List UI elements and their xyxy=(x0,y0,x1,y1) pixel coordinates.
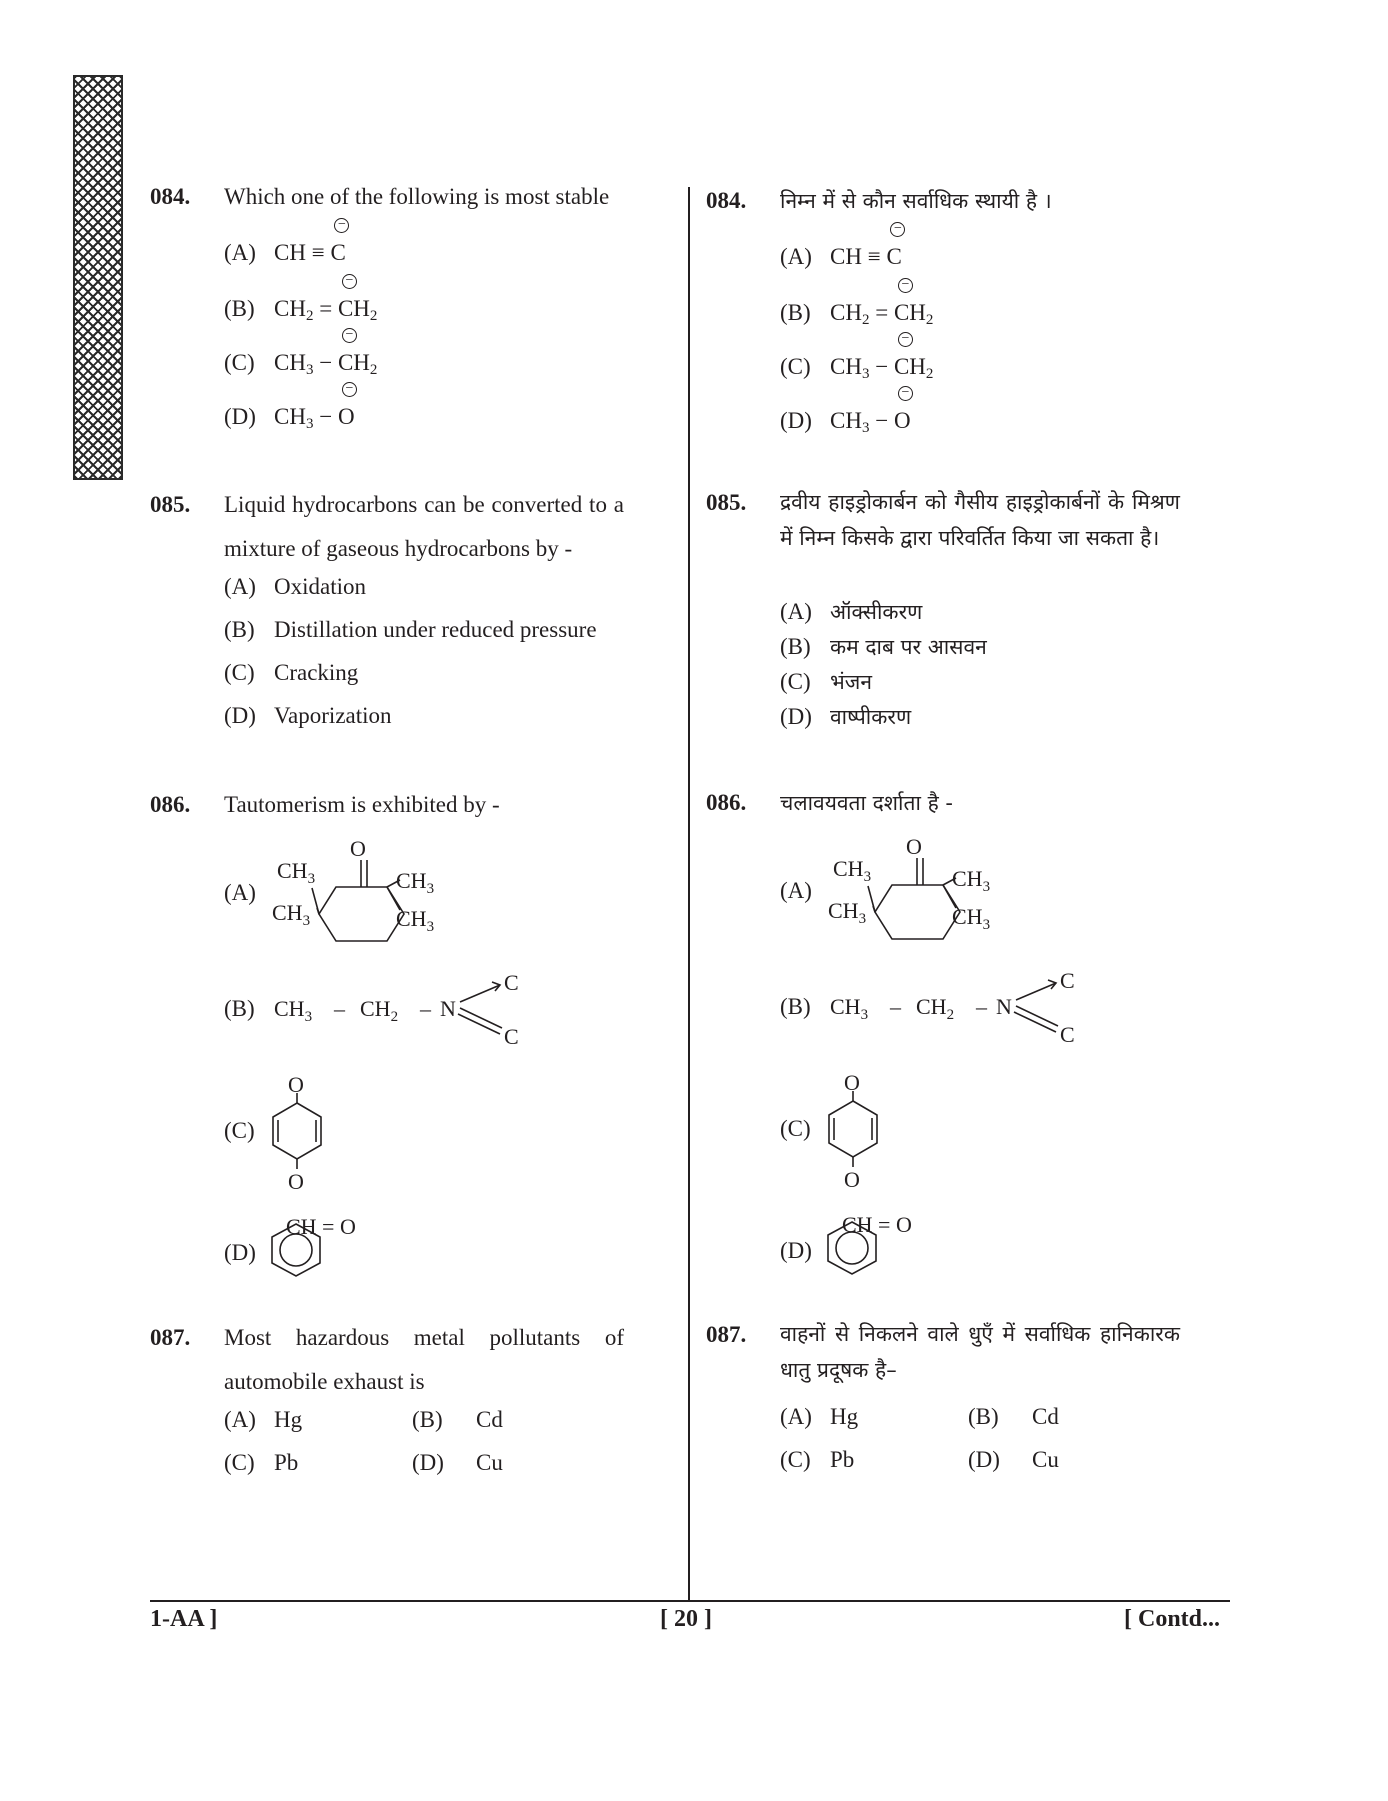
footer-contd: [ Contd... xyxy=(1124,1606,1221,1632)
option-label: (A) xyxy=(780,599,812,624)
option-text: Pb xyxy=(274,1450,299,1475)
question-085-hi xyxy=(706,488,1180,748)
option-text: Cu xyxy=(1032,1447,1059,1472)
footer-code: 1-AA ] xyxy=(150,1606,218,1632)
question-text: Most hazardous metal pollutants of automobile exhaust is xyxy=(224,1325,624,1394)
question-087-en xyxy=(150,1323,624,1483)
question-number: 086. xyxy=(150,792,191,817)
option-text: वाष्पीकरण xyxy=(830,705,912,729)
option-label: (B) xyxy=(224,296,255,321)
option-text: कम दाब पर आसवन xyxy=(830,635,987,659)
option-label: (C) xyxy=(780,354,811,379)
formula: $CH_2$ = − $CH_2$ xyxy=(274,273,378,324)
negative-charge-icon: − xyxy=(342,274,357,289)
option-label: (A) xyxy=(224,240,256,265)
option-d-label: (D) xyxy=(780,1238,812,1263)
negative-charge-icon: − xyxy=(890,222,905,237)
footer-rule xyxy=(150,1600,1230,1602)
option-a-label: (A) xyxy=(224,880,256,905)
option-label: (A) xyxy=(224,1407,256,1432)
option-text: Cd xyxy=(476,1407,503,1432)
option-a[interactable] xyxy=(224,1407,302,1433)
question-text: वाहनों से निकलने वाले धुएँ में सर्वाधिक हानिकारक धातु प्रदूषक है– xyxy=(780,1322,1180,1382)
atom-c: C xyxy=(1060,1022,1075,1047)
option-label: (C) xyxy=(224,1450,255,1475)
methyl: $CH_3$ xyxy=(952,866,991,895)
option-b-label: (B) xyxy=(224,996,255,1021)
question-text: निम्न में से कौन सर्वाधिक स्थायी है । xyxy=(780,189,1052,213)
option-c[interactable] xyxy=(780,668,872,696)
option-label: (C) xyxy=(224,350,255,375)
question-number: 085. xyxy=(150,492,191,517)
option-text: Cu xyxy=(476,1450,503,1475)
formula: $CH_3$ − − $CH_2$ xyxy=(830,331,934,382)
option-c-label: (C) xyxy=(780,1116,811,1141)
formula: $CH_2$ = − $CH_2$ xyxy=(830,277,934,328)
option-text: Hg xyxy=(274,1407,303,1432)
atom-n: N xyxy=(996,994,1012,1019)
atom-o: O xyxy=(288,1072,304,1097)
negative-charge-icon: − xyxy=(334,218,349,233)
methyl: $CH_3$ xyxy=(396,906,435,935)
question-086-hi xyxy=(706,788,1176,1268)
formula: $CH_3$ − − $CH_2$ xyxy=(274,327,378,378)
question-number: 087. xyxy=(706,1322,747,1347)
negative-charge-icon: − xyxy=(898,332,913,347)
dash: – xyxy=(420,996,431,1021)
question-084-hi xyxy=(706,186,1176,446)
option-label: (A) xyxy=(224,574,256,599)
atom-c: C xyxy=(504,970,519,995)
atom-n: N xyxy=(440,996,456,1021)
option-a[interactable] xyxy=(224,574,366,600)
option-c[interactable] xyxy=(780,1447,854,1473)
option-label: (D) xyxy=(780,704,812,729)
question-number: 087. xyxy=(150,1325,191,1350)
question-text: चलावयवता दर्शाता है - xyxy=(780,791,953,815)
negative-charge-icon: − xyxy=(342,328,357,343)
formula: $CH_3$ − − O xyxy=(274,404,355,433)
option-text: Distillation under reduced pressure xyxy=(274,617,597,642)
dash: – xyxy=(976,994,987,1019)
option-a[interactable] xyxy=(780,1404,858,1430)
methyl: $CH_3$ xyxy=(830,994,869,1023)
option-c[interactable] xyxy=(224,327,378,379)
option-c[interactable] xyxy=(224,660,358,686)
option-label: (B) xyxy=(224,617,255,642)
option-c[interactable] xyxy=(780,331,934,383)
atom-o: O xyxy=(288,1169,304,1194)
methyl: $CH_3$ xyxy=(833,856,872,885)
question-text: Which one of the following is most stable xyxy=(224,184,610,209)
decorative-border-pattern xyxy=(73,75,123,480)
tautomerism-structures xyxy=(224,820,654,1280)
column-divider xyxy=(688,187,690,1602)
methyl: $CH_3$ xyxy=(952,904,991,933)
option-d[interactable] xyxy=(780,385,911,437)
page-number: [ 20 ] xyxy=(660,1606,712,1632)
option-text: Vaporization xyxy=(274,703,392,728)
option-d-label: (D) xyxy=(224,1240,256,1265)
methyl: $CH_3$ xyxy=(272,900,311,929)
option-b[interactable] xyxy=(780,633,987,661)
option-b[interactable] xyxy=(968,1404,1059,1430)
option-label: (C) xyxy=(780,1447,811,1472)
option-b[interactable] xyxy=(224,617,597,643)
option-label: (A) xyxy=(780,1404,812,1429)
negative-charge-icon: − xyxy=(898,278,913,293)
option-b[interactable] xyxy=(780,277,934,329)
option-text: भंजन xyxy=(830,670,872,694)
formula: CH ≡ − C xyxy=(274,240,346,269)
atom-o: O xyxy=(844,1167,860,1192)
methylene: $CH_2$ xyxy=(360,996,399,1025)
question-text: द्रवीय हाइड्रोकार्बन को गैसीय हाइड्रोकार्बनों के मिश्रण में निम्न किसके द्वारा परिवर्तित किया जा सकता है। xyxy=(780,490,1180,550)
option-b[interactable] xyxy=(224,273,378,325)
formula: $CH_3$ − − O xyxy=(830,408,911,437)
option-a[interactable] xyxy=(780,221,902,273)
question-086-en xyxy=(150,790,620,1270)
option-label: (B) xyxy=(412,1407,443,1432)
option-label: (D) xyxy=(968,1447,1000,1472)
question-085-en xyxy=(150,490,624,750)
question-number: 084. xyxy=(706,188,747,213)
option-d[interactable] xyxy=(968,1447,1059,1473)
option-a[interactable] xyxy=(780,598,922,626)
option-label: (C) xyxy=(780,669,811,694)
aldehyde-group: CH = O xyxy=(842,1212,912,1237)
methyl: $CH_3$ xyxy=(396,868,435,897)
formula: CH ≡ − C xyxy=(830,244,902,273)
option-text: Pb xyxy=(830,1447,855,1472)
negative-charge-icon: − xyxy=(342,382,357,397)
option-d[interactable] xyxy=(224,381,355,433)
question-text: Liquid hydrocarbons can be converted to a mixture of gaseous hydrocarbons by - xyxy=(224,492,624,561)
option-label: (D) xyxy=(780,408,812,433)
option-label: (B) xyxy=(780,300,811,325)
option-c[interactable] xyxy=(224,1450,298,1476)
question-text: Tautomerism is exhibited by - xyxy=(224,792,500,817)
question-087-hi xyxy=(706,1320,1180,1480)
option-text: ऑक्सीकरण xyxy=(830,600,923,624)
option-d[interactable] xyxy=(780,703,911,731)
option-d[interactable] xyxy=(224,703,392,729)
atom-c: C xyxy=(504,1024,519,1049)
atom-o: O xyxy=(906,834,922,859)
question-number: 086. xyxy=(706,790,747,815)
atom-o: O xyxy=(844,1070,860,1095)
option-d[interactable] xyxy=(412,1450,503,1476)
option-text: Cd xyxy=(1032,1404,1059,1429)
aldehyde-group: CH = O xyxy=(286,1214,356,1239)
option-a[interactable] xyxy=(224,217,346,269)
option-text: Hg xyxy=(830,1404,859,1429)
option-text: Cracking xyxy=(274,660,359,685)
option-b-label: (B) xyxy=(780,994,811,1019)
dash: – xyxy=(890,994,901,1019)
option-a-label: (A) xyxy=(780,878,812,903)
option-label: (C) xyxy=(224,660,255,685)
question-number: 084. xyxy=(150,184,191,209)
methyl: $CH_3$ xyxy=(274,996,313,1025)
methylene: $CH_2$ xyxy=(916,994,955,1023)
option-label: (B) xyxy=(780,634,811,659)
atom-o: O xyxy=(350,836,366,861)
option-label: (D) xyxy=(224,703,256,728)
question-084-en xyxy=(150,182,620,442)
option-c-label: (C) xyxy=(224,1118,255,1143)
option-label: (D) xyxy=(412,1450,444,1475)
methyl: $CH_3$ xyxy=(828,898,867,927)
option-label: (A) xyxy=(780,244,812,269)
atom-c: C xyxy=(1060,968,1075,993)
option-b[interactable] xyxy=(412,1407,503,1433)
option-text: Oxidation xyxy=(274,574,366,599)
option-label: (B) xyxy=(968,1404,999,1429)
dash: – xyxy=(334,996,345,1021)
methyl: $CH_3$ xyxy=(277,858,316,887)
question-number: 085. xyxy=(706,490,747,515)
tautomerism-structures xyxy=(780,818,1210,1278)
negative-charge-icon: − xyxy=(898,386,913,401)
option-label: (D) xyxy=(224,404,256,429)
